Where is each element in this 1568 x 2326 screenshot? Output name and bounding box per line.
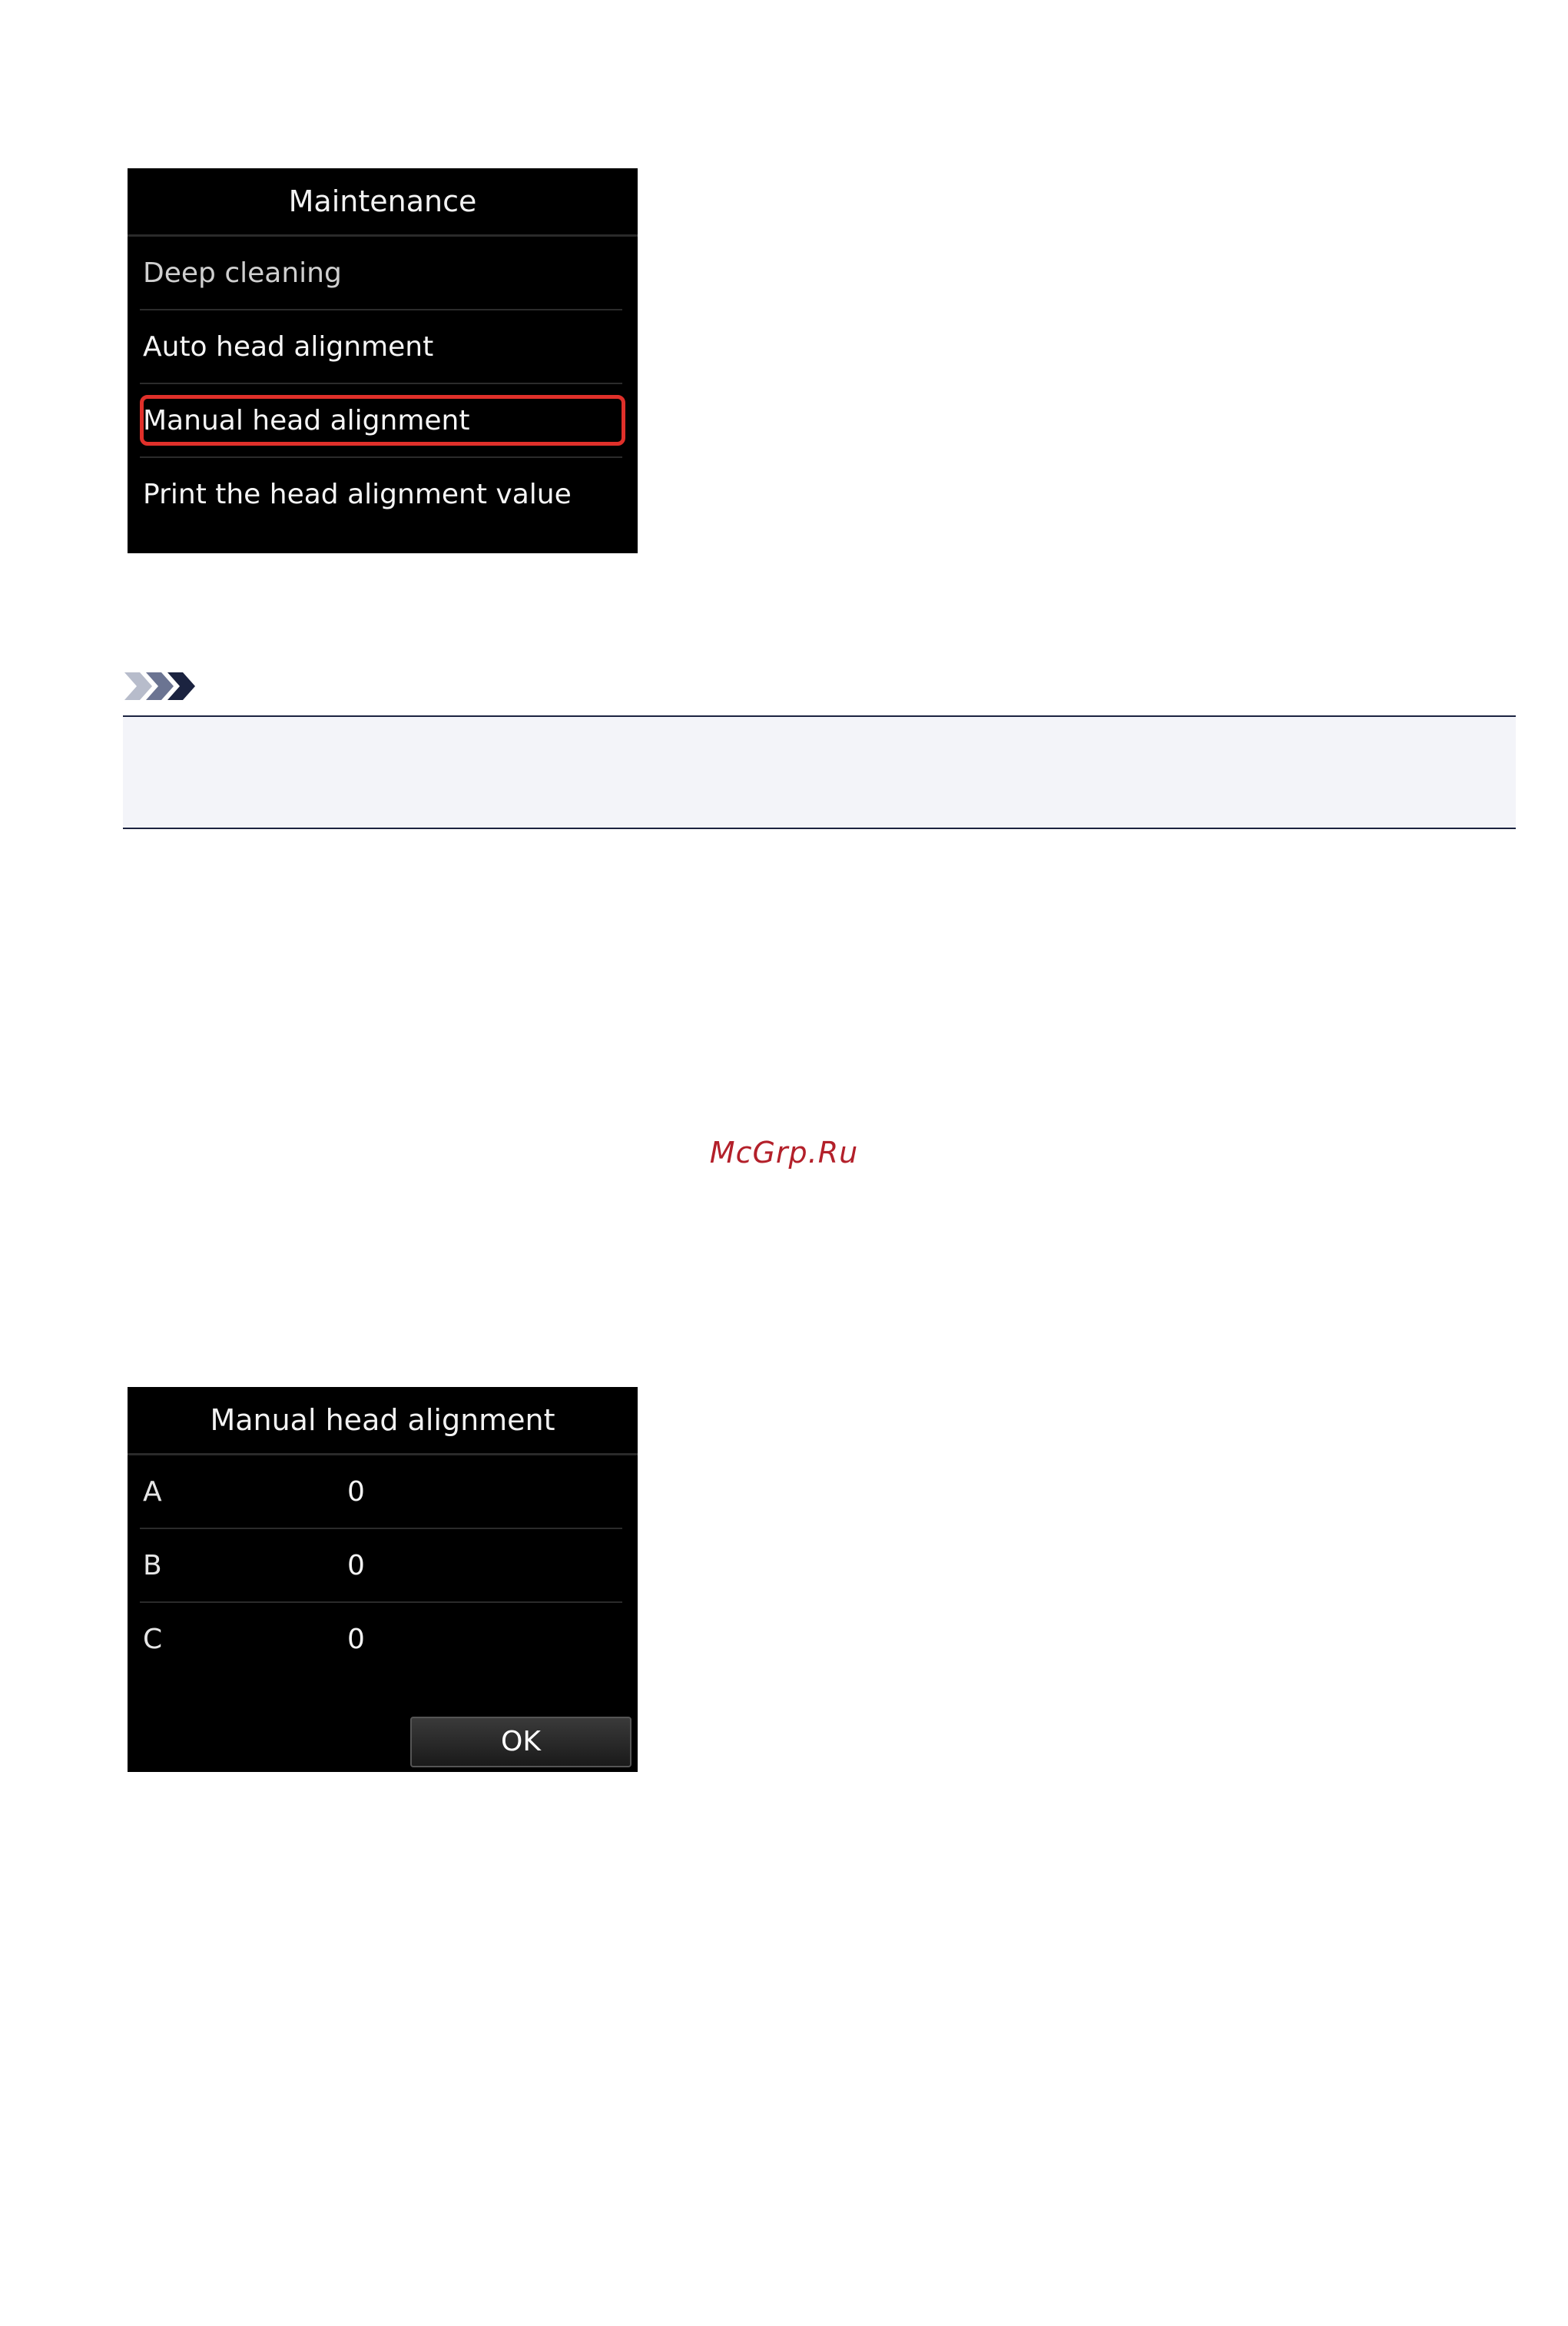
row-label: C xyxy=(143,1624,163,1655)
menu-item-label: Print the head alignment value xyxy=(143,479,572,510)
alignment-row-a[interactable] xyxy=(140,1455,622,1529)
row-label: A xyxy=(143,1476,162,1508)
menu-item-deep-cleaning[interactable] xyxy=(140,237,622,310)
alignment-row-c[interactable] xyxy=(140,1603,622,1677)
menu-item-print-head-alignment-value[interactable] xyxy=(140,458,622,532)
maintenance-title: Maintenance xyxy=(128,168,638,237)
ok-button[interactable]: OK xyxy=(410,1717,632,1767)
note-chevrons-icon xyxy=(123,671,200,705)
row-value: 0 xyxy=(347,1476,365,1508)
row-label: B xyxy=(143,1550,162,1581)
watermark-text: McGrp.Ru xyxy=(709,1136,859,1170)
manual-alignment-lcd-screen xyxy=(128,1387,638,1772)
menu-item-auto-head-alignment[interactable] xyxy=(140,310,622,384)
row-value: 0 xyxy=(347,1550,365,1581)
menu-item-label: Deep cleaning xyxy=(143,257,342,289)
alignment-row-b[interactable] xyxy=(140,1529,622,1603)
note-box xyxy=(123,715,1516,829)
menu-item-label: Auto head alignment xyxy=(143,331,434,363)
menu-item-label: Manual head alignment xyxy=(143,405,470,436)
alignment-title: Manual head alignment xyxy=(128,1387,638,1455)
menu-item-manual-head-alignment[interactable] xyxy=(140,384,622,458)
row-value: 0 xyxy=(347,1624,365,1655)
maintenance-lcd-screen xyxy=(128,168,638,553)
